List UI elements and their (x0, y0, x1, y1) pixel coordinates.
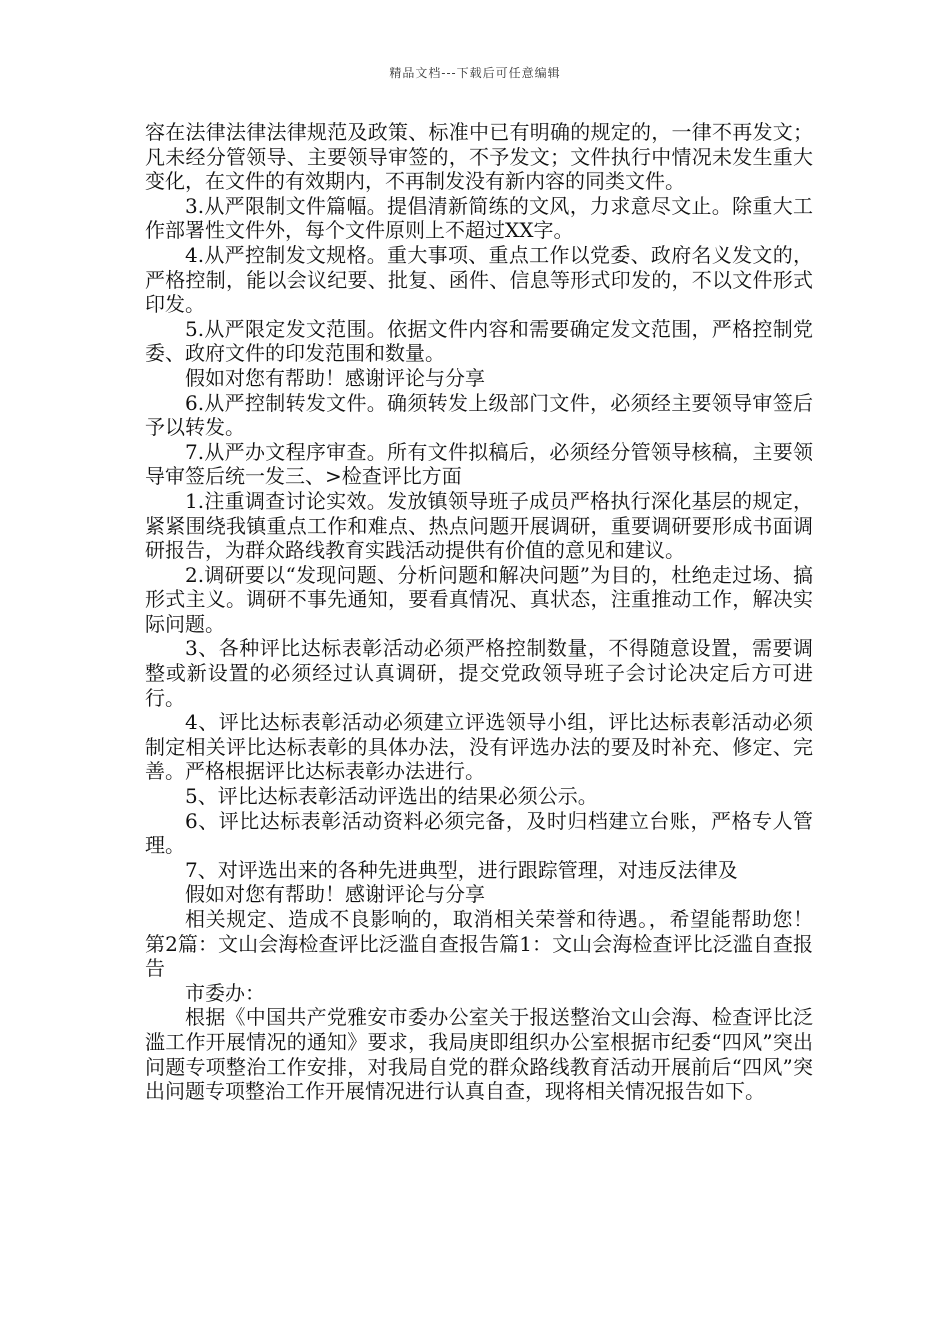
paragraph: 2.调研要以“发现问题、分析问题和解决问题”为目的，杜绝走过场、搞形式主义。调研不事先通知，要看真情况、真状态，注重推动工作，解决实际问题。 (145, 562, 813, 636)
paragraph: 假如对您有帮助！感谢评论与分享 (185, 882, 485, 907)
paragraph: 7.从严办文程序审查。所有文件拟稿后，必须经分管领导核稿，主要领导审签后统一发三、>检查评比方面 (145, 439, 813, 489)
paragraph: 3.从严限制文件篇幅。提倡清新简练的文风，力求意尽文止。除重大工作部署性文件外，每个文件原则上不超过XX字。 (145, 193, 813, 243)
paragraph: 1.注重调查讨论实效。发放镇领导班子成员严格执行深化基层的规定，紧紧围绕我镇重点工作和难点、热点问题开展调研，重要调研要形成书面调研报告，为群众路线教育实践活动提供有价值的意见和建议。 (145, 488, 813, 563)
paragraph: 假如对您有帮助！感谢评论与分享 (185, 365, 485, 390)
paragraph: 3、各种评比达标表彰活动必须严格控制数量，不得随意设置，需要调整或新设置的必须经过认真调研，提交党政领导班子会讨论决定后方可进行。 (145, 636, 813, 710)
paragraph: 根据《中国共产党雅安市委办公室关于报送整治文山会海、检查评比泛滥工作开展情况的通知》要求，我局庚即组织办公室根据市纪委“四风”突出问题专项整治工作安排，对我局自党的群众路线教育活动开展前后“四风”突出问题专项整治工作开展情况进行认真自查，现将相关情况报告如下。 (145, 1005, 813, 1104)
page-header: 精品文档---下载后可任意编辑 (389, 66, 561, 80)
document-body (145, 120, 813, 1104)
paragraph: 5.从严限定发文范围。依据文件内容和需要确定发文范围，严格控制党委、政府文件的印发范围和数量。 (145, 316, 813, 366)
paragraph: 4、评比达标表彰活动必须建立评选领导小组，评比达标表彰活动必须制定相关评比达标表彰的具体办法，没有评选办法的要及时补充、修定、完善。严格根据评比达标表彰办法进行。 (145, 710, 813, 784)
paragraph: 6.从严控制转发文件。确须转发上级部门文件，必须经主要领导审签后予以转发。 (145, 390, 813, 440)
paragraph: 容在法律法律法律规范及政策、标准中已有明确的规定的，一律不再发文；凡未经分管领导、主要领导审签的，不予发文；文件执行中情况未发生重大变化，在文件的有效期内，不再制发没有新内容的同类文件。 (145, 120, 813, 194)
paragraph: 7、对评选出来的各种先进典型，进行跟踪管理，对违反法律及 (185, 857, 738, 882)
paragraph: 相关规定、造成不良影响的，取消相关荣誉和待遇。，希望能帮助您！第2篇：文山会海检查评比泛滥自查报告篇1：文山会海检查评比泛滥自查报告 (145, 907, 813, 981)
paragraph: 市委办： (185, 980, 265, 1005)
paragraph: 5、评比达标表彰活动评选出的结果必须公示。 (185, 784, 598, 809)
paragraph: 6、评比达标表彰活动资料必须完备，及时归档建立台账，严格专人管理。 (145, 808, 813, 858)
paragraph: 4.从严控制发文规格。重大事项、重点工作以党委、政府名义发文的，严格控制，能以会议纪要、批复、函件、信息等形式印发的，不以文件形式印发。 (145, 242, 813, 317)
